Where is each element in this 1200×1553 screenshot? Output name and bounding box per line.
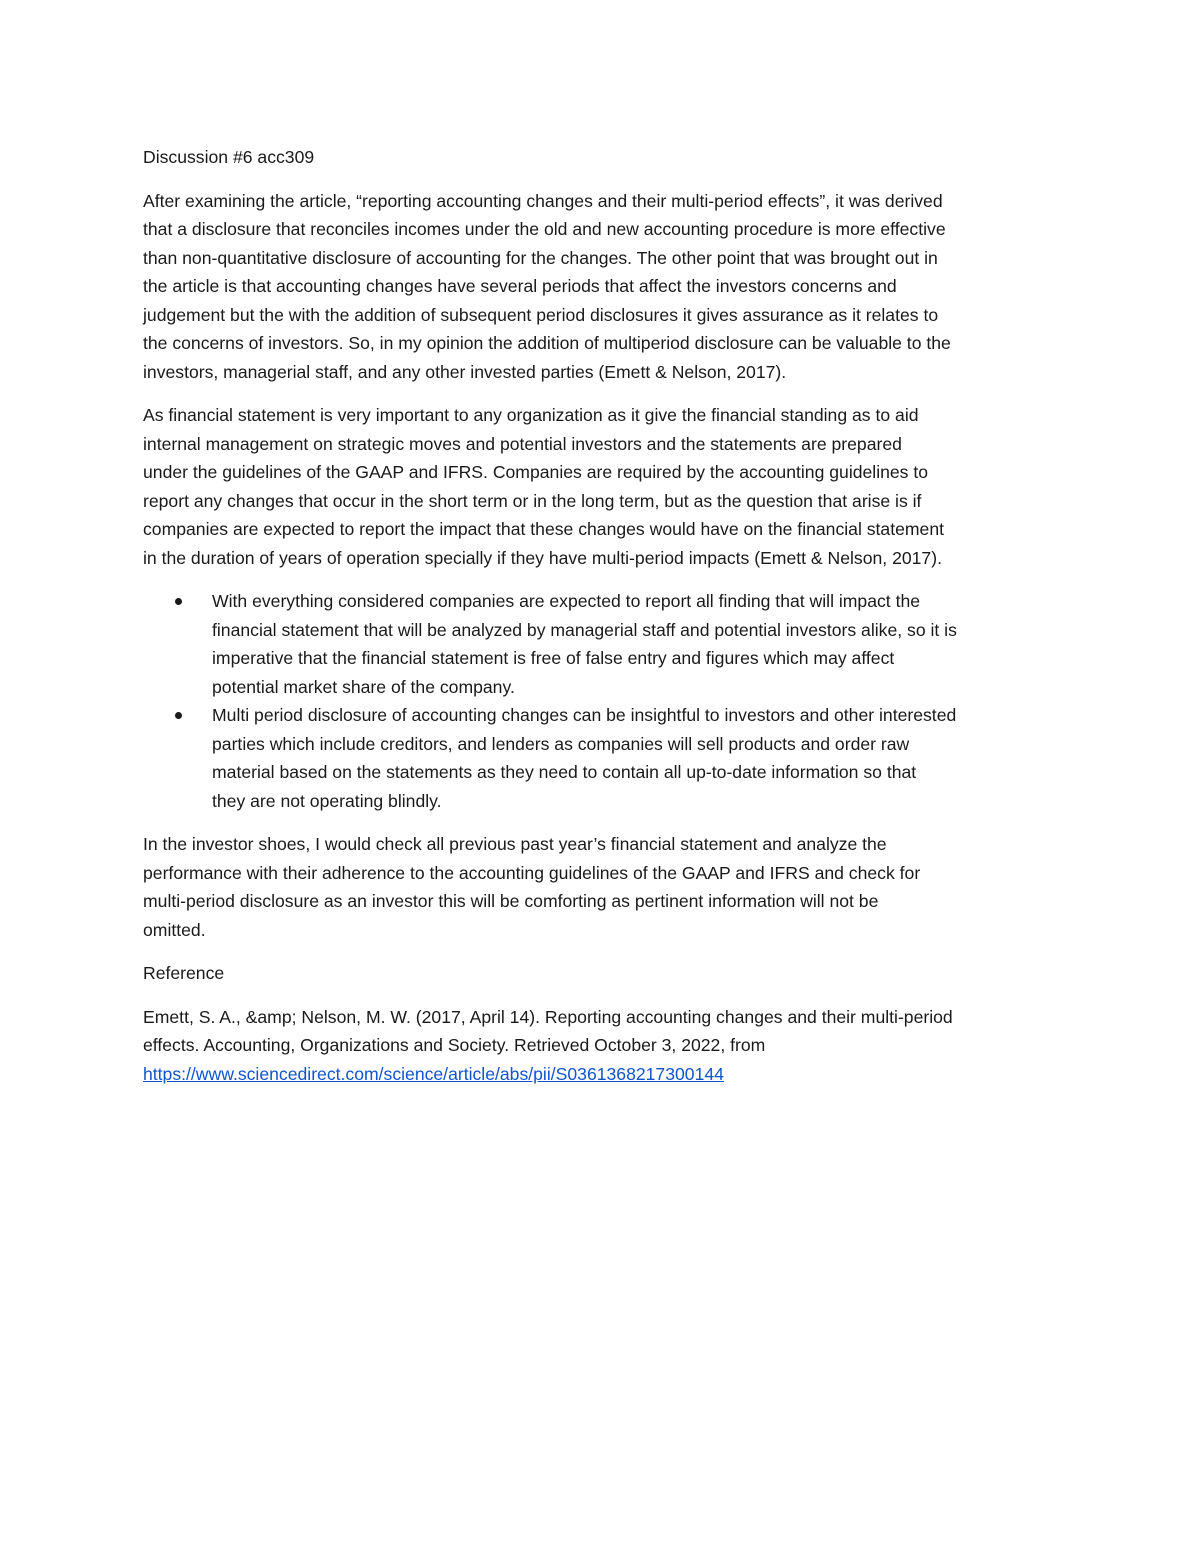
- document-title: Discussion #6 acc309: [143, 147, 315, 167]
- reference-line: Emett, S. A., &amp; Nelson, M. W. (2017, April 14). Reporting accounting changes and their multi-period: [143, 1006, 953, 1027]
- bullet-line: parties which include creditors, and lenders as companies will sell products and order raw: [212, 733, 910, 754]
- bullet-line: financial statement that will be analyzed by managerial staff and potential investors alike, so it is: [212, 619, 957, 640]
- paragraph-line: After examining the article, “reporting accounting changes and their multi-period effects”, it was derived: [143, 190, 943, 211]
- reference-heading: Reference: [143, 963, 225, 983]
- bullet-text: [212, 701, 1063, 815]
- bullet-item-2: [143, 701, 1063, 815]
- paragraph-line: the concerns of investors. So, in my opinion the addition of multiperiod disclosure can be valuable to the: [143, 333, 951, 353]
- document-body: [143, 143, 1063, 1088]
- paragraph-line: report any changes that occur in the short term or in the long term, but as the question that arise is if: [143, 490, 922, 511]
- paragraph-2: [143, 401, 1063, 572]
- paragraph-line: that a disclosure that reconciles incomes under the old and new accounting procedure is more effective: [143, 219, 946, 239]
- paragraph-line: internal management on strategic moves and potential investors and the statements are prepared: [143, 433, 902, 454]
- paragraph-line: the article is that accounting changes have several periods that affect the investors concerns and: [143, 276, 897, 296]
- reference-link[interactable]: https://www.sciencedirect.com/science/article/abs/pii/S0361368217300144: [143, 1063, 724, 1084]
- paragraph-line: investors, managerial staff, and any other invested parties (Emett & Nelson, 2017).: [143, 361, 787, 382]
- bullet-line: With everything considered companies are expected to report all finding that will impact the: [212, 591, 921, 611]
- paragraph-line: in the duration of years of operation specially if they have multi-period impacts (Emett & Nelson, 2017).: [143, 547, 942, 568]
- paragraph-line: multi-period disclosure as an investor this will be comforting as pertinent information will not be: [143, 891, 879, 911]
- paragraph-line: As financial statement is very important to any organization as it give the financial standing as to aid: [143, 405, 919, 425]
- paragraph-line: than non-quantitative disclosure of accounting for the changes. The other point that was brought out in: [143, 247, 938, 268]
- paragraph-line: companies are expected to report the impact that these changes would have on the financial statement: [143, 519, 945, 539]
- bullet-line: imperative that the financial statement is free of false entry and figures which may affect: [212, 648, 895, 668]
- closing-paragraph: [143, 830, 1063, 944]
- paragraph-line: In the investor shoes, I would check all previous past year’s financial statement and analyze the: [143, 834, 887, 854]
- bullet-line: material based on the statements as they need to contain all up-to-date information so that: [212, 762, 917, 782]
- bullet-list: [143, 587, 1063, 815]
- bullet-dot-icon: [175, 712, 182, 719]
- paragraph-line: judgement but the with the addition of subsequent period disclosures it gives assurance as it relates to: [143, 304, 939, 325]
- paragraph-line: performance with their adherence to the accounting guidelines of the GAAP and IFRS and check for: [143, 862, 921, 883]
- bullet-item-1: [143, 587, 1063, 701]
- bullet-line: they are not operating blindly.: [212, 790, 442, 811]
- paragraph-line: under the guidelines of the GAAP and IFRS. Companies are required by the accounting guidelines to: [143, 462, 929, 482]
- paragraph-1: [143, 187, 1063, 387]
- bullet-line: potential market share of the company.: [212, 676, 515, 697]
- reference-line: effects. Accounting, Organizations and Society. Retrieved October 3, 2022, from: [143, 1035, 766, 1055]
- reference-entry: [143, 1003, 1063, 1089]
- bullet-dot-icon: [175, 598, 182, 605]
- bullet-text: [212, 587, 1063, 701]
- bullet-line: Multi period disclosure of accounting changes can be insightful to investors and other interested: [212, 705, 957, 725]
- paragraph-line: omitted.: [143, 919, 206, 940]
